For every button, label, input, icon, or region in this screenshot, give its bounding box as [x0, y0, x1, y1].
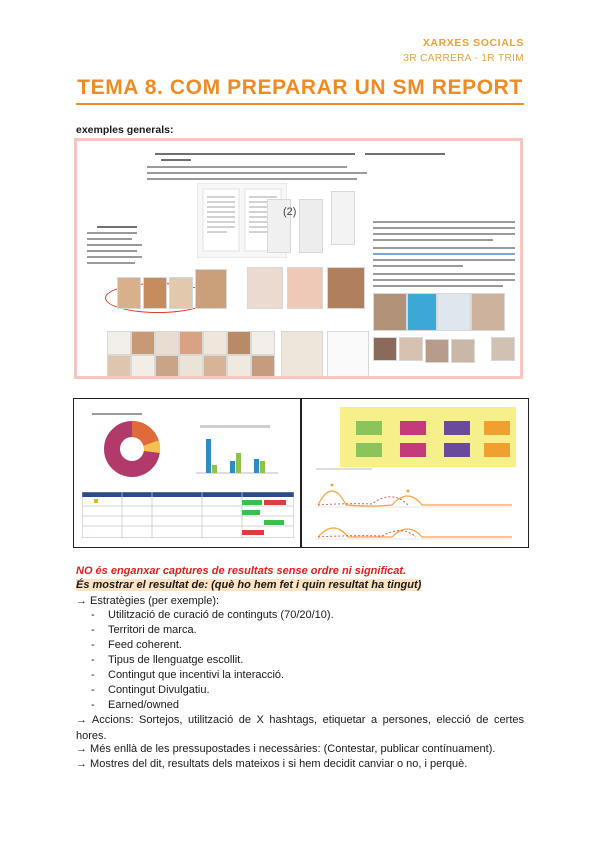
metric-tiles-image	[312, 407, 522, 469]
course-term: 3R CARRERA - 1R TRIM	[403, 53, 524, 64]
list-item: - Territori de marca.	[91, 624, 197, 636]
strategies-intro: → Estratègies (per exemple):	[76, 595, 220, 607]
bar-chart-image	[192, 423, 280, 479]
list-item: - Feed coherent.	[91, 639, 182, 651]
beyond-paragraph: → Més enllà de les pressupostades i necessàries: (Contestar, publicar contínuament).	[76, 743, 496, 755]
show-paragraph: → Mostres del dit, resultats dels mateixos i si hem decidit canviar o no, i perquè.	[76, 758, 468, 770]
list-item: - Earned/owned	[91, 699, 179, 711]
list-item: - Tipus de llenguatge escollit.	[91, 654, 244, 666]
actions-paragraph: → Accions: Sortejos, utilització de X hashtags, etiquetar a persones, elecció de certes hores.	[76, 714, 524, 742]
section-subhead: exemples generals:	[76, 124, 174, 136]
course-name: XARXES SOCIALS	[422, 37, 524, 49]
emphasis-statement: És mostrar el resultat de: (què ho hem fet i quin resultat ha tingut)	[76, 579, 422, 591]
warning-statement: NO és enganxar captures de resultats sense ordre ni significat.	[76, 565, 407, 577]
line-graphs-image	[312, 467, 522, 545]
list-item: - Contingut que incentivi la interacció.	[91, 669, 285, 681]
results-table-image	[82, 492, 294, 538]
svg-text:(2): (2)	[283, 206, 297, 218]
dashboard-examples	[73, 398, 529, 548]
donut-chart-image	[102, 419, 162, 479]
page-title: TEMA 8. COM PREPARAR UN SM REPORT	[77, 76, 523, 99]
title-divider	[76, 103, 524, 105]
example-report-collage	[74, 138, 523, 379]
list-item: - Contingut Divulgatiu.	[91, 684, 210, 696]
list-item: - Utilització de curació de continguts (70/20/10).	[91, 609, 334, 621]
